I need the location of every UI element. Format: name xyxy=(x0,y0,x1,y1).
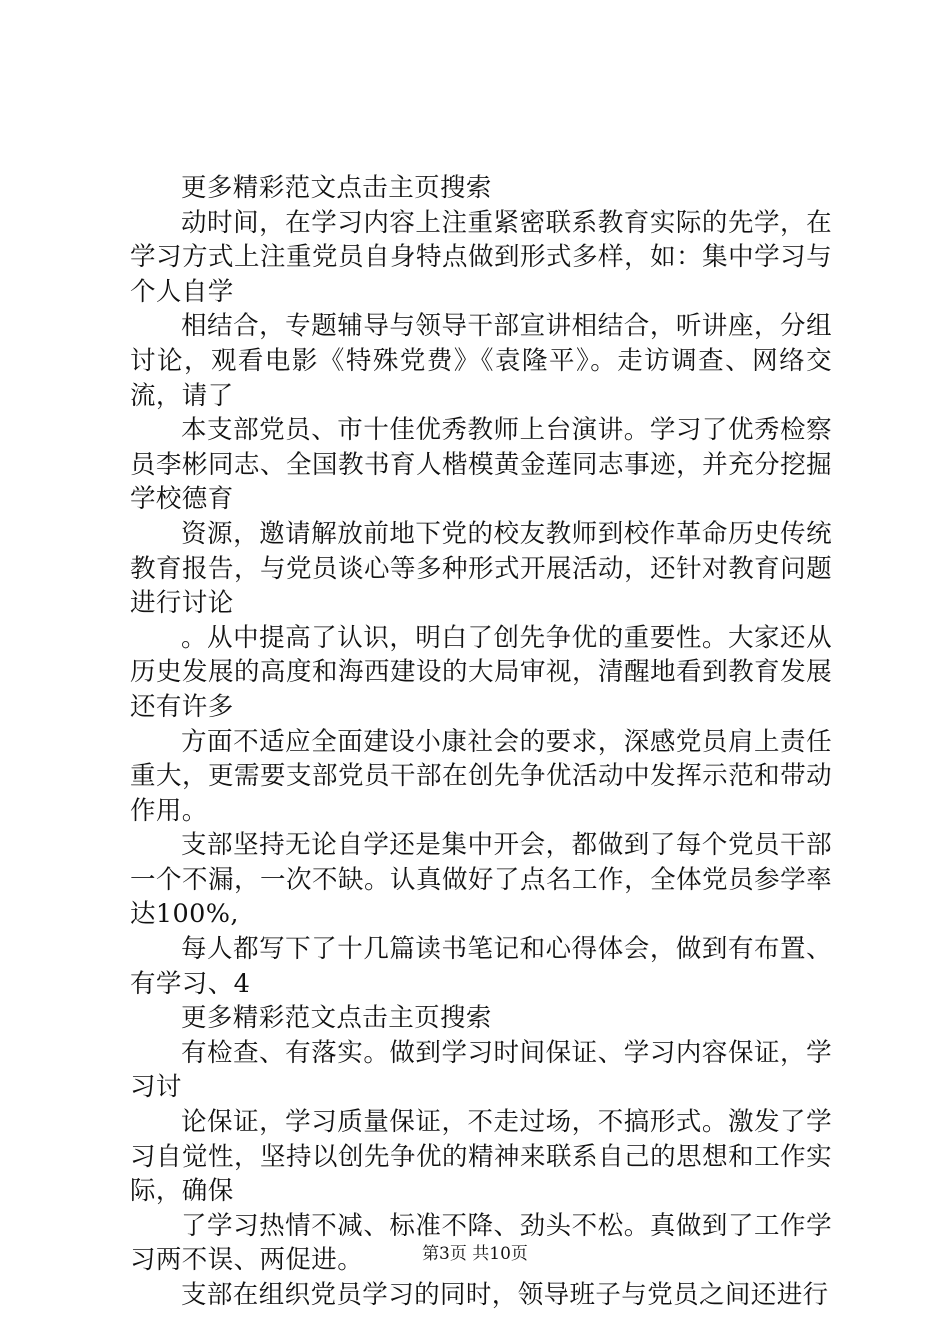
body-paragraph: 了学习热情不减、标准不降、劲头不松。真做到了工作学习两不误、两促进。 xyxy=(130,1210,832,1276)
body-paragraph: 每人都写下了十几篇读书笔记和心得体会，做到有布置、有学习、4 xyxy=(130,934,832,999)
body-paragraph: 资源，邀请解放前地下党的校友教师到校作革命历史传统教育报告，与党员谈心等多种形式开展活动，还针对教育问题进行讨论 xyxy=(130,518,832,619)
body-paragraph: 方面不适应全面建设小康社会的要求，深感党员肩上责任重大，更需要支部党员干部在创先争优活动中发挥示范和带动作用。 xyxy=(130,726,832,826)
page-footer xyxy=(0,1243,950,1265)
promo-line: 更多精彩范文点击主页搜索 xyxy=(181,1003,492,1034)
page-number: 第3页 共10页 xyxy=(422,1244,528,1264)
body-paragraph: 。从中提高了认识，明白了创先争优的重要性。大家还从历史发展的高度和海西建设的大局审视，清醒地看到教育发展还有许多 xyxy=(130,622,832,722)
promo-line: 更多精彩范文点击主页搜索 xyxy=(181,173,492,203)
body-paragraph: 支部坚持无论自学还是集中开会，都做到了每个党员干部一个不漏，一次不缺。认真做好了点名工作，全体党员参学率达100%, xyxy=(130,830,832,930)
body-paragraph: 动时间，在学习内容上注重紧密联系教育实际的先学，在学习方式上注重党员自身特点做到形式多样，如：集中学习与个人自学 xyxy=(130,207,832,307)
body-paragraph: 论保证，学习质量保证，不走过场，不搞形式。激发了学习自觉性，坚持以创先争优的精神来联系自己的思想和工作实际，确保 xyxy=(130,1107,832,1207)
body-paragraph: 相结合，专题辅导与领导干部宣讲相结合，听讲座，分组讨论，观看电影《特殊党费》《袁隆平》。走访调查、网络交流，请了 xyxy=(130,311,832,411)
body-paragraph: 有检查、有落实。做到学习时间保证、学习内容保证，学习讨 xyxy=(130,1037,832,1103)
document-body xyxy=(130,171,832,1313)
body-paragraph: 本支部党员、市十佳优秀教师上台演讲。学习了优秀检察员李彬同志、全国教书育人楷模黄金莲同志事迹，并充分挖掘学校德育 xyxy=(130,415,832,515)
body-paragraph: 支部在组织党员学习的同时，领导班子与党员之间还进行 xyxy=(181,1280,829,1310)
